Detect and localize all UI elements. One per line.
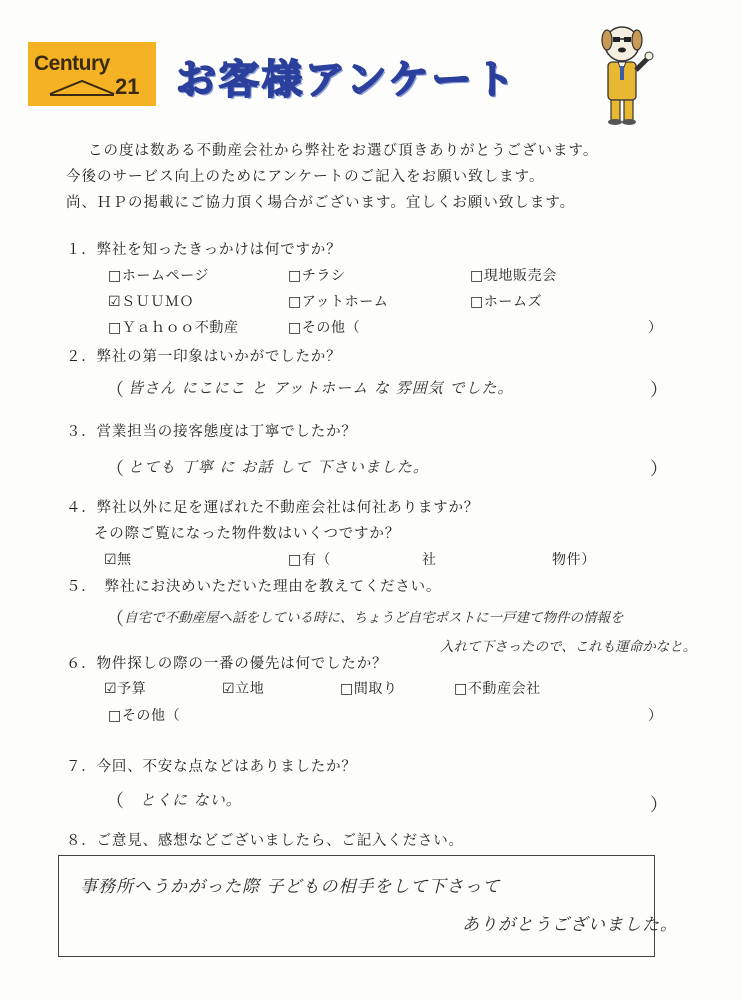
q1-option-suumo[interactable]: ☑ＳＵＵＭＯ [108, 294, 195, 310]
q6-label: ６．物件探しの際の一番の優先は何でしたか？ [66, 656, 388, 672]
q2-label: ２．弊社の第一印象はいかがでしたか？ [66, 349, 342, 365]
q2-answer[interactable]: 皆さん にこにこ と アットホーム な 雰囲気 でした。 [128, 379, 514, 397]
q5-open-paren: （ [106, 609, 124, 630]
q3-label: ３．営業担当の接客態度は丁寧でしたか？ [66, 424, 357, 440]
q1-label: １．弊社を知ったきっかけは何ですか？ [66, 242, 342, 258]
comment-box[interactable] [58, 855, 655, 957]
q5-label: ５． 弊社にお決めいただいた理由を教えてください。 [66, 579, 442, 595]
q4-sublabel: その際ご覧になった物件数はいくつですか？ [94, 526, 400, 542]
q4-option-yes[interactable]: □有（ [288, 552, 332, 568]
q3-answer[interactable]: とても 丁寧 に お話 して 下さいました。 [128, 458, 429, 476]
q7-label: ７．今回、不安な点などはありましたか？ [66, 759, 357, 775]
house-roof-icon [48, 78, 116, 96]
q4-label: ４．弊社以外に足を運ばれた不動産会社は何社ありますか？ [66, 500, 480, 516]
q7-close-paren: ） [650, 795, 668, 816]
q1-option-homes[interactable]: □ホームズ [470, 294, 543, 310]
q1-option-open-house[interactable]: □現地販売会 [470, 268, 557, 284]
q1-option-athome[interactable]: □アットホーム [288, 294, 389, 310]
q8-answer-line-2: ありがとうございました。 [462, 915, 678, 935]
q1-option-other[interactable]: □その他（ [288, 320, 361, 336]
q4-option-none[interactable]: ☑無 [104, 552, 132, 568]
q6-option-budget[interactable]: ☑予算 [104, 681, 147, 697]
q1-close-paren: ） [648, 320, 663, 336]
q3-open-paren: （ [106, 459, 124, 480]
q5-answer-line-2[interactable]: 入れて下さったので、これも運命かなと。 [440, 639, 697, 655]
q6-option-layout[interactable]: □間取り [340, 681, 398, 697]
q1-option-homepage[interactable]: □ホームページ [108, 268, 210, 284]
q1-option-yahoo[interactable]: □Ｙａｈｏｏ不動産 [108, 320, 239, 336]
intro-line-3: 尚、ＨＰの掲載にご協力頂く場合がございます。宜しくお願い致します。 [66, 195, 576, 211]
q6-option-location[interactable]: ☑立地 [222, 681, 265, 697]
logo-number: 21 [115, 74, 140, 99]
page-title: お客様アンケート [176, 56, 518, 103]
logo-text: Century [34, 52, 110, 75]
century21-logo [28, 42, 156, 106]
intro-line-2: 今後のサービス向上のためにアンケートのご記入をお願い致します。 [66, 169, 545, 185]
mascot-dog-icon [598, 22, 660, 126]
q1-option-flyer[interactable]: □チラシ [288, 268, 346, 284]
q4-unit-property: 物件） [552, 552, 596, 568]
q8-label: ８．ご意見、感想などございましたら、ご記入ください。 [66, 833, 464, 849]
q7-open-paren: （ [106, 791, 124, 812]
intro-line-1: この度は数ある不動産会社から弊社をお選び頂きありがとうございます。 [88, 143, 599, 159]
q7-answer[interactable]: とくに ない。 [140, 791, 242, 809]
q5-answer-line-1[interactable]: 自宅で不動産屋へ話をしている時に、ちょうど自宅ポストに一戸建て物件の情報を [124, 610, 624, 626]
q8-answer-line-1: 事務所へうかがった際 子どもの相手をして下さって [80, 877, 501, 897]
q6-option-agency[interactable]: □不動産会社 [454, 681, 541, 697]
q2-close-paren: ） [650, 380, 668, 401]
q4-unit-company: 社 [422, 552, 437, 568]
q6-close-paren: ） [648, 708, 663, 724]
q3-close-paren: ） [650, 459, 668, 480]
q6-option-other[interactable]: □その他（ [108, 708, 181, 724]
q2-open-paren: （ [106, 380, 124, 401]
